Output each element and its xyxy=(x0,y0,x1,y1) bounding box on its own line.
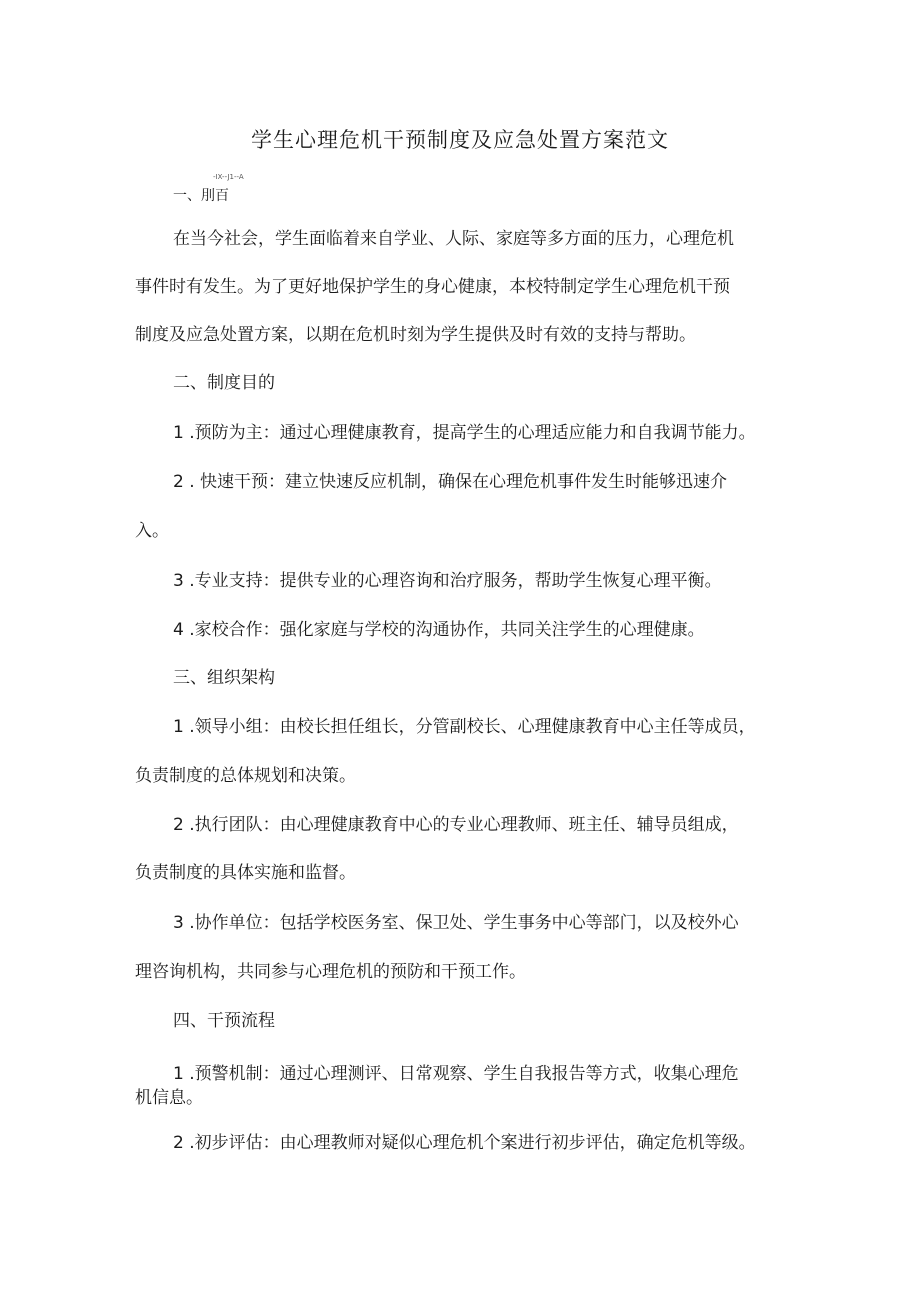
section-heading-purpose: 二、制度目的 xyxy=(173,373,275,393)
org-item-2-line-2: 负责制度的具体实施和监督。 xyxy=(135,863,356,883)
preface-line-2: 事件时有发生。为了更好地保护学生的身心健康，本校特制定学生心理危机干预 xyxy=(135,277,730,297)
purpose-item-1: 1 .预防为主：通过心理健康教育，提高学生的心理适应能力和自我调节能力。 xyxy=(173,423,756,443)
org-item-1-line-2: 负责制度的总体规划和决策。 xyxy=(135,766,356,786)
procedure-item-2: 2 .初步评估：由心理教师对疑似心理危机个案进行初步评估，确定危机等级。 xyxy=(173,1133,756,1153)
section-heading-procedure: 四、干预流程 xyxy=(173,1011,275,1031)
preface-line-3: 制度及应急处置方案，以期在危机时刻为学生提供及时有效的支持与帮助。 xyxy=(135,325,696,345)
purpose-item-2-line-2: 入。 xyxy=(135,521,169,541)
procedure-item-1-line-2: 机信息。 xyxy=(135,1088,203,1108)
section-heading-preface: 一、刖百 xyxy=(173,188,229,204)
org-item-2-line-1: 2 .执行团队：由心理健康教育中心的专业心理教师、班主任、辅导员组成， xyxy=(173,815,739,835)
purpose-item-3: 3 .专业支持：提供专业的心理咨询和治疗服务，帮助学生恢复心理平衡。 xyxy=(173,571,722,591)
highlighted-annotation xyxy=(213,172,244,182)
purpose-item-4: 4 .家校合作：强化家庭与学校的沟通协作，共同关注学生的心理健康。 xyxy=(173,620,705,640)
org-item-3-line-2: 理咨询机构，共同参与心理危机的预防和干预工作。 xyxy=(135,962,526,982)
annotation-text: -IX--J1--A xyxy=(213,173,244,181)
preface-line-1: 在当今社会，学生面临着来自学业、人际、家庭等多方面的压力，心理危机 xyxy=(173,229,734,249)
section-heading-organization: 三、组织架构 xyxy=(173,668,275,688)
procedure-item-1-line-1: 1 .预警机制：通过心理测评、日常观察、学生自我报告等方式，收集心理危 xyxy=(173,1064,739,1084)
org-item-3-line-1: 3 .协作单位：包括学校医务室、保卫处、学生事务中心等部门，以及校外心 xyxy=(173,913,739,933)
document-title: 学生心理危机干预制度及应急处置方案范文 xyxy=(251,128,669,152)
purpose-item-2-line-1: 2 . 快速干预：建立快速反应机制，确保在心理危机事件发生时能够迅速介 xyxy=(173,472,728,492)
org-item-1-line-1: 1 .领导小组：由校长担任组长，分管副校长、心理健康教育中心主任等成员， xyxy=(173,717,756,737)
